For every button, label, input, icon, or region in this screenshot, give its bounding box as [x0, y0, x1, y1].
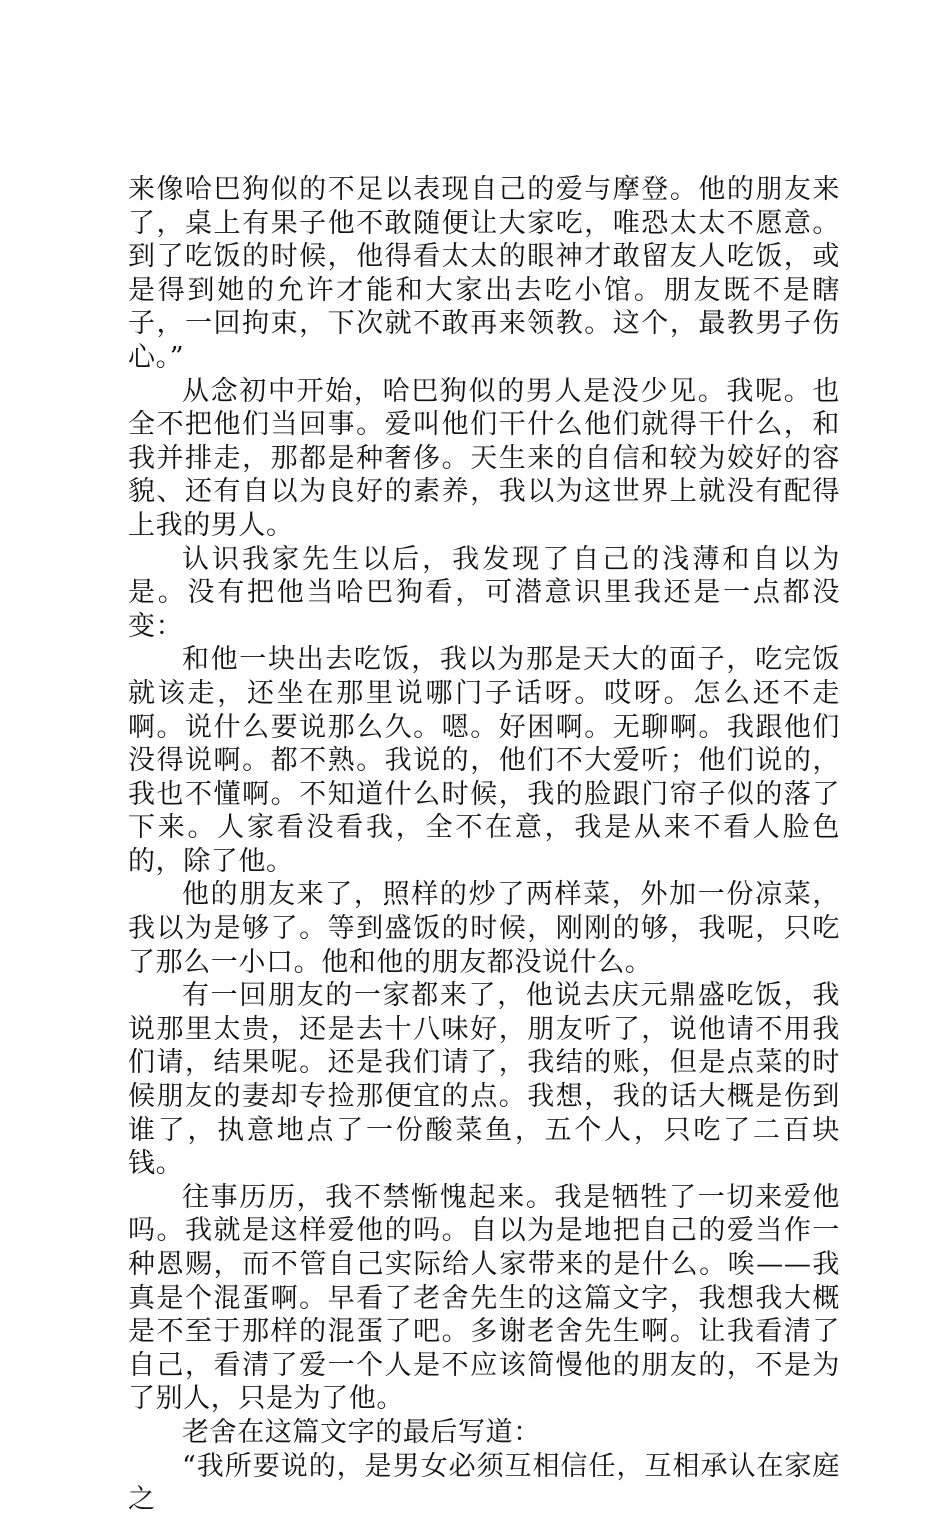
paragraph-9: “我所要说的，是男女必须互相信任，互相承认在家庭之 — [128, 1450, 840, 1516]
body-text — [128, 173, 840, 1517]
paragraph-6: 有一回朋友的一家都来了，他说去庆元鼎盛吃饭，我说那里太贵，还是去十八味好，朋友听了，说他请不用我们请，结果呢。还是我们请了，我结的账，但是点菜的时候朋友的妻却专捡那便宜的点。我想，我的话大概是伤到谁了，执意地点了一份酸菜鱼，五个人，只吃了二百块钱。 — [128, 980, 840, 1180]
paragraph-3: 认识我家先生以后，我发现了自己的浅薄和自以为是。没有把他当哈巴狗看，可潜意识里我还是一点都没变： — [128, 543, 840, 642]
paragraph-8: 老舍在这篇文字的最后写道： — [182, 1416, 541, 1448]
paragraph-2: 从念初中开始，哈巴狗似的男人是没少见。我呢。也全不把他们当回事。爱叫他们干什么他们就得干什么，和我并排走，那都是种奢侈。天生来的自信和较为姣好的容貌、还有自以为良好的素养，我以为这世界上就没有配得上我的男人。 — [128, 375, 840, 541]
paragraph-1: 来像哈巴狗似的不足以表现自己的爱与摩登。他的朋友来了，桌上有果子他不敢随便让大家吃，唯恐太太不愿意。到了吃饭的时候，他得看太太的眼神才敢留友人吃饭，或是得到她的允许才能和大家出去吃小馆。朋友既不是瞎子，一回拘束，下次就不敢再来领教。这个，最教男子伤心。” — [128, 174, 840, 373]
paragraph-4: 和他一块出去吃饭，我以为那是天大的面子，吃完饭就该走，还坐在那里说哪门子话呀。哎呀。怎么还不走啊。说什么要说那么久。嗯。好困啊。无聊啊。我跟他们没得说啊。都不熟。我说的，他们不大爱听；他们说的，我也不懂啊。不知道什么时候，我的脸跟门帘子似的落了下来。人家看没看我，全不在意，我是从来不看人脸色的，除了他。 — [128, 644, 840, 877]
paragraph-5: 他的朋友来了，照样的炒了两样菜，外加一份凉菜，我以为是够了。等到盛饭的时候，刚刚的够，我呢，只吃了那么一小口。他和他的朋友都没说什么。 — [128, 879, 840, 978]
paragraph-7: 往事历历，我不禁惭愧起来。我是牺牲了一切来爱他吗。我就是这样爱他的吗。自以为是地把自己的爱当作一种恩赐，而不管自己实际给人家带来的是什么。唉——我真是个混蛋啊。早看了老舍先生的这篇文字，我想我大概是不至于那样的混蛋了吧。多谢老舍先生啊。让我看清了自己，看清了爱一个人是不应该简慢他的朋友的，不是为了别人，只是为了他。 — [128, 1181, 840, 1415]
